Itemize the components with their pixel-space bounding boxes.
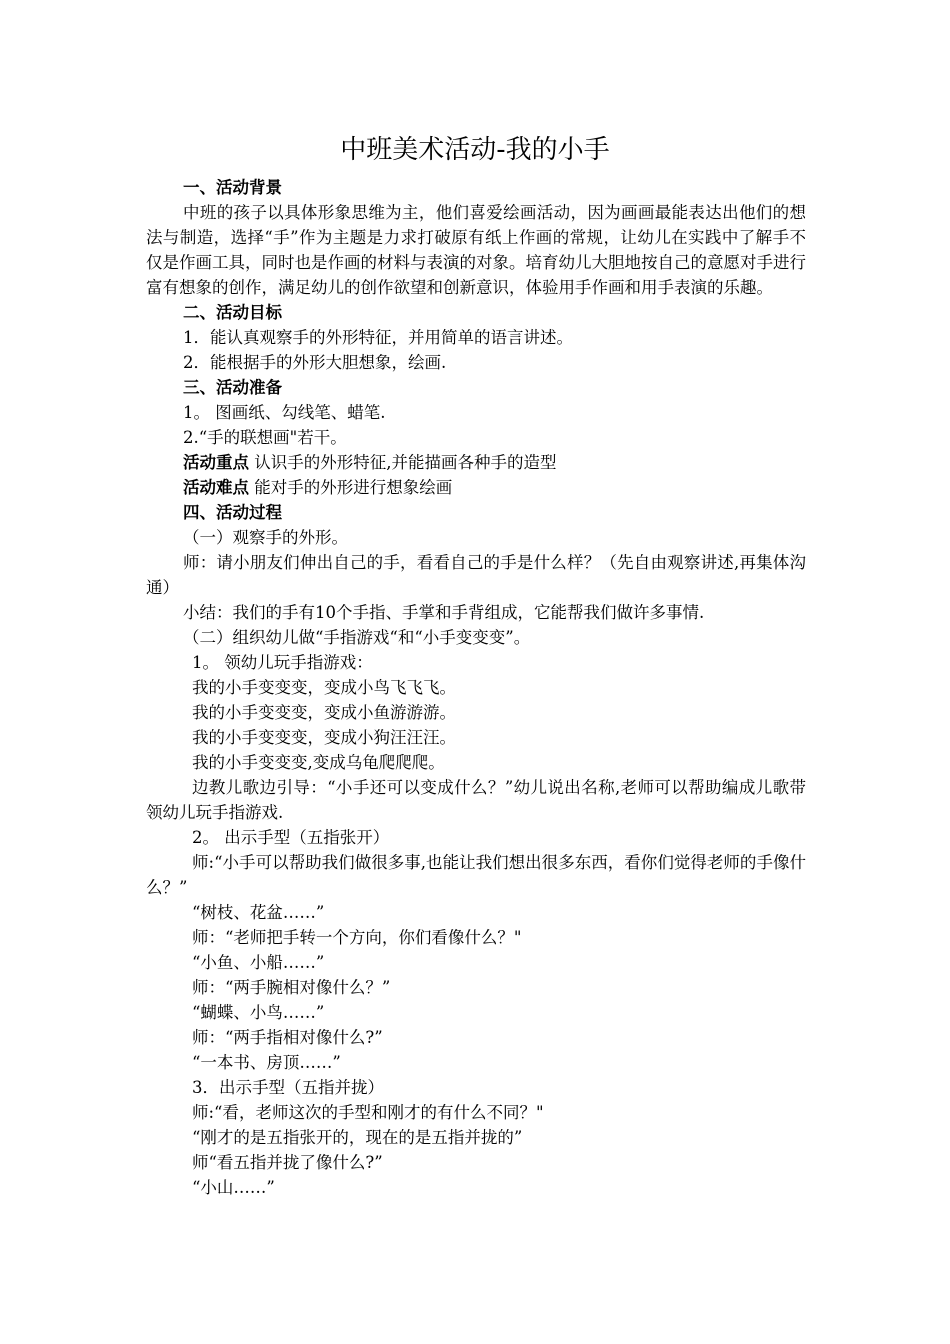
page-title: 中班美术活动-我的小手: [340, 135, 610, 165]
show-hand-shape-1: 2。 出示手型（五指张开）: [192, 828, 390, 847]
dialog-lead: 师:“小手可以帮助我们做很多事,也能让我们想出很多东西，看你们觉得老师的手像什么？”: [146, 853, 806, 897]
dialog-line: 师“看五指并拢了像什么?”: [192, 1153, 383, 1172]
process-step: （一）观察手的外形。: [183, 528, 348, 547]
dialog-line: “一本书、房顶……”: [192, 1053, 341, 1072]
dialog-line: “刚才的是五指张开的，现在的是五指并拢的”: [192, 1128, 523, 1147]
guide-paragraph: 边教儿歌边引导：“小手还可以变成什么？”幼儿说出名称,老师可以帮助编成儿歌带领幼儿玩手指游戏.: [146, 778, 806, 822]
dialog-line: “小鱼、小船……”: [192, 953, 325, 972]
goal-item: 2．能根据手的外形大胆想象，绘画.: [183, 353, 447, 372]
document-body: [146, 175, 806, 1200]
rhyme-line: 我的小手变变变，变成小鱼游游游。: [192, 703, 456, 722]
difficulty-label: 活动难点: [183, 478, 249, 497]
process-step: （二）组织幼儿做“手指游戏“和“小手变变变”。: [183, 628, 531, 647]
dialog-line: “树枝、花盆……”: [192, 903, 325, 922]
show-hand-shape-2: 3．出示手型（五指并拢）: [192, 1078, 384, 1097]
section-heading-preparation: 三、活动准备: [183, 378, 282, 397]
key-point-label: 活动重点: [183, 453, 249, 472]
section-heading-process: 四、活动过程: [183, 503, 282, 522]
difficulty-text: 能对手的外形进行想象绘画: [249, 478, 453, 497]
goal-item: 1．能认真观察手的外形特征，并用简单的语言讲述。: [183, 328, 573, 347]
teacher-question: 师：请小朋友们伸出自己的手，看看自己的手是什么样？（先自由观察讲述,再集体沟通）: [146, 553, 806, 597]
key-point-text: 认识手的外形特征,并能描画各种手的造型: [249, 453, 557, 472]
dialog-line: “小山……”: [192, 1178, 275, 1197]
rhyme-line: 我的小手变变变，变成小鸟飞飞飞。: [192, 678, 456, 697]
preparation-item: 2.“手的联想画"若干。: [183, 428, 347, 447]
difficulty-line: [146, 475, 806, 500]
dialog-line: 师：“两手指相对像什么?”: [192, 1028, 383, 1047]
game-intro: 1。 领幼儿玩手指游戏：: [192, 653, 373, 672]
rhyme-line: 我的小手变变变，变成小狗汪汪汪。: [192, 728, 456, 747]
rhyme-line: 我的小手变变变,变成乌龟爬爬爬。: [192, 753, 445, 772]
dialog-line: 师:“看，老师这次的手型和刚才的有什么不同？": [192, 1103, 544, 1122]
preparation-item: 1。 图画纸、勾线笔、蜡笔.: [183, 403, 386, 422]
background-paragraph: 中班的孩子以具体形象思维为主，他们喜爱绘画活动，因为画画最能表达出他们的想法与制造，选择“手”作为主题是力求打破原有纸上作画的常规，让幼儿在实践中了解手不仅是作画工具，同时也是作画的材料与表演的对象。培育幼儿大胆地按自己的意愿对手进行富有想象的创作，满足幼儿的创作欲望和创新意识，体验用手作画和用手表演的乐趣。: [146, 203, 806, 297]
summary-line: 小结：我们的手有10个手指、手掌和手背组成，它能帮我们做许多事情.: [183, 603, 705, 622]
dialog-line: 师：“老师把手转一个方向，你们看像什么？": [192, 928, 522, 947]
dialog-line: “蝴蝶、小鸟……”: [192, 1003, 325, 1022]
dialog-line: 师：“两手腕相对像什么？”: [192, 978, 391, 997]
section-heading-goals: 二、活动目标: [183, 303, 282, 322]
section-heading-background: 一、活动背景: [183, 178, 282, 197]
key-point-line: [146, 450, 806, 475]
